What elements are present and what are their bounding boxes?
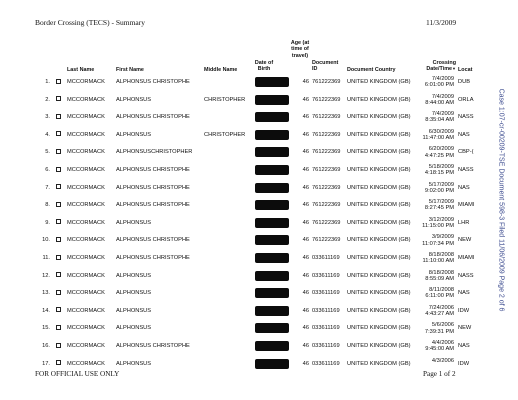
crossing-time: 8:44:00 AM [425, 99, 454, 106]
first-name-cell: ALPHONSUS CHRISTOPHE [116, 184, 190, 191]
table-row [0, 270, 500, 282]
crossing-time: 7:39:31 PM [424, 328, 454, 335]
last-name-cell: MCCORMACK [67, 167, 105, 173]
document-id-cell: 761222369 [312, 131, 341, 138]
last-name-cell: MCCORMACK [67, 343, 105, 349]
document-id-cell: 761222369 [312, 96, 341, 103]
document-country-cell: UNITED KINGDOM (GB) [347, 149, 411, 156]
document-id-cell: 761222369 [312, 149, 341, 156]
row-number: 8. [45, 202, 50, 209]
col-doc-id: Document ID [312, 60, 339, 73]
crossing-date: 8/18/2008 [428, 252, 454, 258]
first-name-cell: ALPHONSUS CHRISTOPHE [116, 202, 190, 209]
document-country-cell: UNITED KINGDOM (GB) [347, 325, 411, 332]
table-row [0, 287, 500, 299]
age-cell: 46 [302, 237, 309, 244]
report-date: 11/3/2009 [426, 18, 457, 27]
table-row [0, 217, 500, 229]
table-row [0, 199, 500, 211]
first-name-cell: ALPHONSUSCHRISTOPHER [116, 149, 193, 156]
redacted-dob [255, 306, 289, 316]
location-cell: MIAMI [458, 202, 475, 209]
row-checkbox[interactable] [56, 114, 61, 119]
row-number: 6. [45, 167, 50, 173]
crossing-time: 9:45:00 AM [425, 346, 454, 353]
redacted-dob [255, 77, 289, 87]
row-checkbox[interactable] [56, 272, 61, 277]
document-country-cell: UNITED KINGDOM (GB) [347, 167, 411, 173]
row-number: 16. [42, 343, 50, 349]
crossing-time: 9:02:00 PM [424, 187, 454, 194]
age-cell: 46 [302, 114, 309, 121]
redacted-dob [255, 253, 289, 263]
document-country-cell: UNITED KINGDOM (GB) [347, 360, 411, 367]
crossing-time: 11:47:00 AM [422, 135, 454, 141]
table-row [0, 234, 500, 246]
first-name-cell: ALPHONSUS [116, 219, 152, 226]
crossing-date: 3/9/2009 [431, 234, 454, 241]
table-row [0, 111, 500, 123]
location-cell: ORLA [458, 96, 474, 103]
document-country-cell: UNITED KINGDOM (GB) [347, 272, 411, 279]
row-number: 15. [42, 325, 50, 332]
document-id-cell: 033611169 [312, 360, 340, 367]
table-row [0, 252, 500, 264]
crossing-datetime-cell [410, 164, 454, 176]
crossing-datetime-cell [410, 340, 454, 352]
location-cell: NASS [458, 167, 474, 173]
last-name-cell: MCCORMACK [67, 184, 105, 191]
age-cell: 46 [302, 290, 309, 297]
crossing-datetime-cell [410, 94, 454, 106]
document-id-cell: 761222369 [312, 167, 341, 173]
row-number: 11. [42, 255, 50, 261]
row-checkbox[interactable] [56, 307, 61, 312]
age-cell: 46 [302, 255, 309, 261]
row-number: 14. [42, 307, 50, 314]
row-number: 17. [42, 360, 50, 367]
document-id-cell: 033611169 [312, 343, 340, 349]
table-row [0, 182, 500, 194]
redacted-dob [255, 359, 289, 369]
crossing-time: 6:11:00 PM [425, 293, 454, 300]
first-name-cell: ALPHONSUS CHRISTOPHE [116, 343, 190, 349]
row-checkbox[interactable] [56, 184, 61, 189]
age-cell: 46 [302, 360, 309, 367]
location-cell: NAS [458, 290, 470, 297]
col-age: Age (at time of travel) [290, 40, 310, 59]
row-number: 5. [45, 149, 50, 156]
age-cell: 46 [302, 272, 309, 279]
first-name-cell: ALPHONSUS CHRISTOPHE [116, 79, 190, 85]
location-cell: LHR [458, 219, 470, 226]
document-country-cell: UNITED KINGDOM (GB) [347, 79, 411, 85]
age-cell: 46 [302, 167, 309, 173]
footer-classification: FOR OFFICIAL USE ONLY [35, 370, 120, 378]
location-cell: CBP-( [458, 149, 474, 156]
redacted-dob [255, 341, 289, 351]
document-id-cell: 761222369 [312, 184, 341, 191]
first-name-cell: ALPHONSUS [116, 272, 152, 279]
row-number: 13. [42, 290, 50, 297]
crossing-datetime-cell [410, 199, 454, 211]
redacted-dob [255, 235, 289, 245]
document-id-cell: 033611169 [312, 272, 340, 279]
crossing-date: 7/4/2009 [431, 111, 454, 118]
row-checkbox[interactable] [56, 202, 61, 207]
age-cell: 46 [302, 343, 309, 349]
first-name-cell: ALPHONSUS [116, 307, 152, 314]
location-cell: NASS [458, 114, 474, 121]
crossing-time: 11:10:00 AM [422, 258, 454, 265]
last-name-cell: MCCORMACK [67, 149, 105, 156]
age-cell: 46 [302, 96, 309, 103]
crossing-datetime-cell [410, 146, 454, 158]
location-cell: MIAMI [458, 255, 475, 261]
redacted-dob [255, 271, 289, 281]
location-cell: NASS [458, 272, 474, 279]
document-id-cell: 033611169 [312, 307, 340, 314]
crossing-date: 5/6/2006 [431, 322, 454, 329]
redacted-dob [255, 183, 289, 193]
row-checkbox[interactable] [56, 167, 61, 172]
crossing-datetime-cell [410, 358, 454, 364]
crossing-date: 7/4/2009 [431, 93, 454, 100]
crossing-datetime-cell [410, 270, 454, 282]
row-number: 12. [42, 272, 50, 279]
row-number: 4. [45, 131, 50, 138]
document-id-cell: 761222369 [312, 219, 341, 226]
crossing-datetime-cell [410, 76, 454, 88]
redacted-dob [255, 165, 289, 175]
first-name-cell: ALPHONSUS [116, 325, 152, 332]
document-country-cell: UNITED KINGDOM (GB) [347, 219, 411, 226]
age-cell: 46 [302, 131, 309, 138]
row-checkbox[interactable] [56, 325, 61, 330]
crossing-time: 11:15:00 PM [422, 223, 454, 229]
age-cell: 46 [302, 219, 309, 226]
age-cell: 46 [302, 307, 309, 314]
document-id-cell: 033611169 [312, 255, 340, 261]
crossing-date: 5/18/2009 [428, 164, 454, 170]
last-name-cell: MCCORMACK [67, 96, 105, 103]
table-row [0, 358, 500, 370]
document-country-cell: UNITED KINGDOM (GB) [347, 255, 411, 261]
crossing-date: 4/3/2006 [431, 357, 454, 364]
last-name-cell: MCCORMACK [67, 114, 105, 121]
last-name-cell: MCCORMACK [67, 219, 105, 226]
crossing-datetime-cell [410, 129, 454, 141]
table-row [0, 164, 500, 176]
col-crossing: Crossing Date/Time▼ [426, 60, 456, 73]
document-country-cell: UNITED KINGDOM (GB) [347, 307, 411, 314]
document-id-cell: 033611169 [312, 325, 340, 332]
document-id-cell: 761222369 [312, 237, 341, 244]
last-name-cell: MCCORMACK [67, 290, 105, 297]
crossing-time: 4:47:25 PM [424, 152, 454, 159]
document-country-cell: UNITED KINGDOM (GB) [347, 114, 411, 121]
row-number: 3. [45, 114, 50, 121]
first-name-cell: ALPHONSUS [116, 360, 152, 367]
last-name-cell: MCCORMACK [67, 131, 105, 138]
row-checkbox[interactable] [56, 149, 61, 154]
location-cell: NAS [458, 131, 470, 138]
crossing-date: 8/18/2008 [428, 269, 454, 276]
crossing-date: 6/30/2009 [428, 128, 454, 135]
last-name-cell: MCCORMACK [67, 237, 105, 244]
crossing-datetime-cell [410, 252, 454, 264]
row-checkbox[interactable] [56, 255, 61, 260]
location-cell: IDW [458, 360, 470, 367]
row-number: 10. [42, 237, 50, 244]
row-checkbox[interactable] [56, 237, 61, 242]
crossing-datetime-cell [410, 217, 454, 229]
row-checkbox[interactable] [56, 290, 61, 295]
row-checkbox[interactable] [56, 219, 61, 224]
last-name-cell: MCCORMACK [67, 202, 105, 209]
row-checkbox[interactable] [56, 79, 61, 84]
first-name-cell: ALPHONSUS CHRISTOPHE [116, 114, 190, 121]
first-name-cell: ALPHONSUS [116, 290, 152, 297]
first-name-cell: ALPHONSUS CHRISTOPHE [116, 255, 190, 261]
middle-name-cell: CHRISTOPHER [204, 96, 246, 103]
sort-indicator-icon: ▼ [452, 66, 456, 72]
crossing-date: 8/11/2008 [429, 287, 454, 294]
last-name-cell: MCCORMACK [67, 79, 105, 85]
redacted-dob [255, 95, 289, 105]
document-country-cell: UNITED KINGDOM (GB) [347, 343, 411, 349]
document-id-cell: 761222369 [312, 114, 341, 121]
crossing-datetime-cell [410, 182, 454, 194]
last-name-cell: MCCORMACK [67, 360, 105, 367]
table-row [0, 340, 500, 352]
crossing-date: 5/17/2009 [428, 181, 454, 188]
crossing-time: 8:55:09 AM [425, 275, 454, 282]
row-checkbox[interactable] [56, 360, 61, 365]
redacted-dob [255, 200, 289, 210]
last-name-cell: MCCORMACK [67, 272, 105, 279]
middle-name-cell: CHRISTOPHER [204, 131, 246, 138]
crossing-time: 11:07:34 PM [422, 240, 454, 247]
row-checkbox[interactable] [56, 343, 61, 348]
court-filing-stamp: Case 1:07-cr-00209-TSE Document 598-3 Filed 11/06/2009 Page 2 of 6 [497, 88, 505, 312]
row-number: 9. [45, 219, 50, 226]
redacted-dob [255, 323, 289, 333]
document-id-cell: 033611169 [312, 290, 340, 297]
redacted-dob [255, 218, 289, 228]
crossing-datetime-cell [410, 287, 454, 299]
document-id-cell: 761222369 [312, 202, 341, 209]
crossing-date: 6/20/2009 [428, 146, 454, 153]
age-cell: 46 [302, 325, 309, 332]
location-cell: NEW [458, 237, 472, 244]
col-doc-country: Document Country [347, 67, 396, 73]
table-row [0, 129, 500, 141]
document-id-cell: 761222369 [312, 79, 341, 85]
age-cell: 46 [302, 202, 309, 209]
crossing-time: 4:43:27 AM [425, 311, 454, 317]
table-row [0, 305, 500, 317]
crossing-time: 8:35:04 AM [425, 117, 454, 124]
table-row [0, 94, 500, 106]
crossing-time: 4:18:15 PM [424, 170, 454, 177]
age-cell: 46 [302, 149, 309, 156]
footer-page-number: Page 1 of 2 [423, 370, 456, 378]
location-cell: NAS [458, 184, 470, 191]
document-country-cell: UNITED KINGDOM (GB) [347, 131, 411, 138]
crossing-date: 7/4/2009 [431, 76, 454, 82]
redacted-dob [255, 147, 289, 157]
location-cell: IDW [458, 307, 470, 314]
col-dob: Date of Birth [254, 60, 274, 73]
first-name-cell: ALPHONSUS CHRISTOPHE [116, 167, 190, 173]
first-name-cell: ALPHONSUS CHRISTOPHE [116, 237, 190, 244]
crossing-date: 7/24/2006 [428, 304, 454, 311]
redacted-dob [255, 130, 289, 140]
crossing-date: 5/17/2009 [428, 199, 454, 206]
crossing-datetime-cell [410, 234, 454, 246]
document-country-cell: UNITED KINGDOM (GB) [347, 202, 411, 209]
age-cell: 46 [302, 184, 309, 191]
crossing-date: 3/12/2009 [428, 216, 454, 223]
crossing-datetime-cell [410, 305, 454, 317]
table-row [0, 76, 500, 88]
document-country-cell: UNITED KINGDOM (GB) [347, 237, 411, 244]
crossing-datetime-cell [410, 111, 454, 123]
redacted-dob [255, 112, 289, 122]
age-cell: 46 [302, 79, 309, 85]
document-country-cell: UNITED KINGDOM (GB) [347, 290, 411, 297]
location-cell: NAS [458, 343, 470, 349]
document-country-cell: UNITED KINGDOM (GB) [347, 184, 411, 191]
crossing-date: 4/4/2006 [431, 340, 454, 346]
location-cell: NEW [458, 325, 472, 332]
col-first-name: First Name [116, 67, 144, 73]
row-checkbox[interactable] [56, 96, 61, 101]
row-number: 2. [45, 96, 50, 103]
document-country-cell: UNITED KINGDOM (GB) [347, 96, 411, 103]
last-name-cell: MCCORMACK [67, 325, 105, 332]
table-row [0, 322, 500, 334]
page-title: Border Crossing (TECS) - Summary [35, 18, 145, 27]
row-number: 7. [45, 184, 50, 191]
redacted-dob [255, 288, 289, 298]
location-cell: DUB [458, 79, 471, 85]
first-name-cell: ALPHONSUS [116, 131, 152, 138]
crossing-time: 6:01:00 PM [424, 82, 454, 89]
crossing-time: 8:27:45 PM [424, 205, 454, 212]
last-name-cell: MCCORMACK [67, 255, 105, 261]
first-name-cell: ALPHONSUS [116, 96, 152, 103]
col-last-name: Last Name [67, 67, 95, 73]
crossing-datetime-cell [410, 322, 454, 334]
row-number: 1. [45, 79, 50, 85]
table-row [0, 146, 500, 158]
col-location: Locat [458, 67, 473, 73]
row-checkbox[interactable] [56, 131, 61, 136]
last-name-cell: MCCORMACK [67, 307, 105, 314]
col-middle-name: Middle Name [204, 67, 238, 73]
